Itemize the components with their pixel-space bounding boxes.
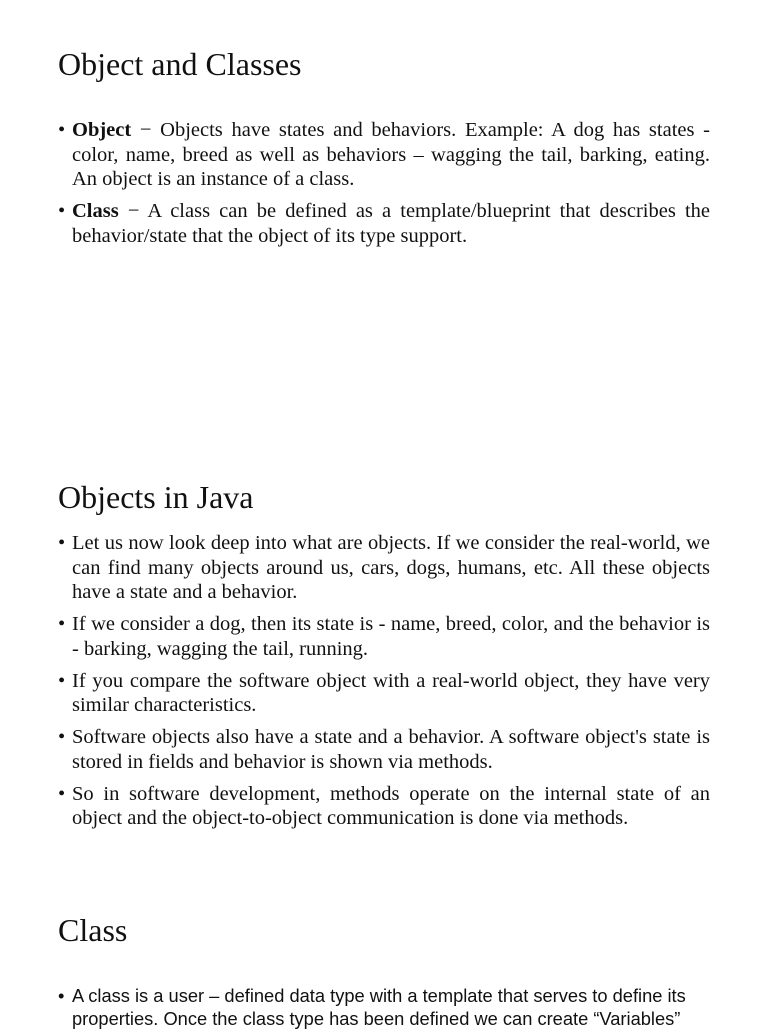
bullet-icon: • xyxy=(58,200,66,222)
bullet-text: Software objects also have a state and a behavior. A software object's state is stored in fields and behavior is shown via methods. xyxy=(72,726,710,773)
list-item xyxy=(58,669,710,718)
list-item xyxy=(58,984,710,1030)
slide-title: Objects in Java xyxy=(58,479,254,515)
bullet-item-object xyxy=(58,118,710,192)
list-item xyxy=(58,612,710,661)
bullet-icon: • xyxy=(58,985,65,1006)
list-item xyxy=(58,725,710,774)
bullet-list xyxy=(58,531,710,831)
bullet-text: Let us now look deep into what are objects. If we consider the real-world, we can find many objects around us, cars, dogs, humans, etc. All these objects have a state and a behavior. xyxy=(72,532,710,603)
bullet-icon: • xyxy=(58,613,66,635)
term-class: Class xyxy=(72,200,119,222)
list-item xyxy=(58,782,710,831)
bullet-list xyxy=(58,118,710,248)
bullet-text: So in software development, methods operate on the internal state of an object and the object-to-object communication is done via methods. xyxy=(72,782,710,829)
bullet-icon: • xyxy=(58,669,66,692)
bullet-icon: • xyxy=(58,726,66,748)
bullet-text: If you compare the software object with a real-world object, they have very similar characteristics. xyxy=(72,669,710,716)
list-item xyxy=(58,531,710,605)
bullet-icon: • xyxy=(58,782,66,805)
bullet-list xyxy=(58,984,710,1030)
bullet-text: A class is a user – defined data type with a template that serves to define its properties. Once the class type has been defined we can create “Variables” xyxy=(72,985,686,1029)
bullet-icon: • xyxy=(58,532,66,554)
bullet-text: If we consider a dog, then its state is - name, breed, color, and the behavior is - barking, wagging the tail, running. xyxy=(72,613,710,660)
bullet-text: − A class can be defined as a template/blueprint that describes the behavior/state that the object of its type support. xyxy=(72,200,710,247)
bullet-icon: • xyxy=(58,119,66,141)
bullet-item-class xyxy=(58,199,710,248)
slide-title: Object and Classes xyxy=(58,46,302,82)
slide-title: Class xyxy=(58,912,128,948)
bullet-text: − Objects have states and behaviors. Example: A dog has states - color, name, breed as well as behaviors – wagging the tail, barking, eating. An object is an instance of a class. xyxy=(72,119,710,190)
term-object: Object xyxy=(72,119,132,141)
